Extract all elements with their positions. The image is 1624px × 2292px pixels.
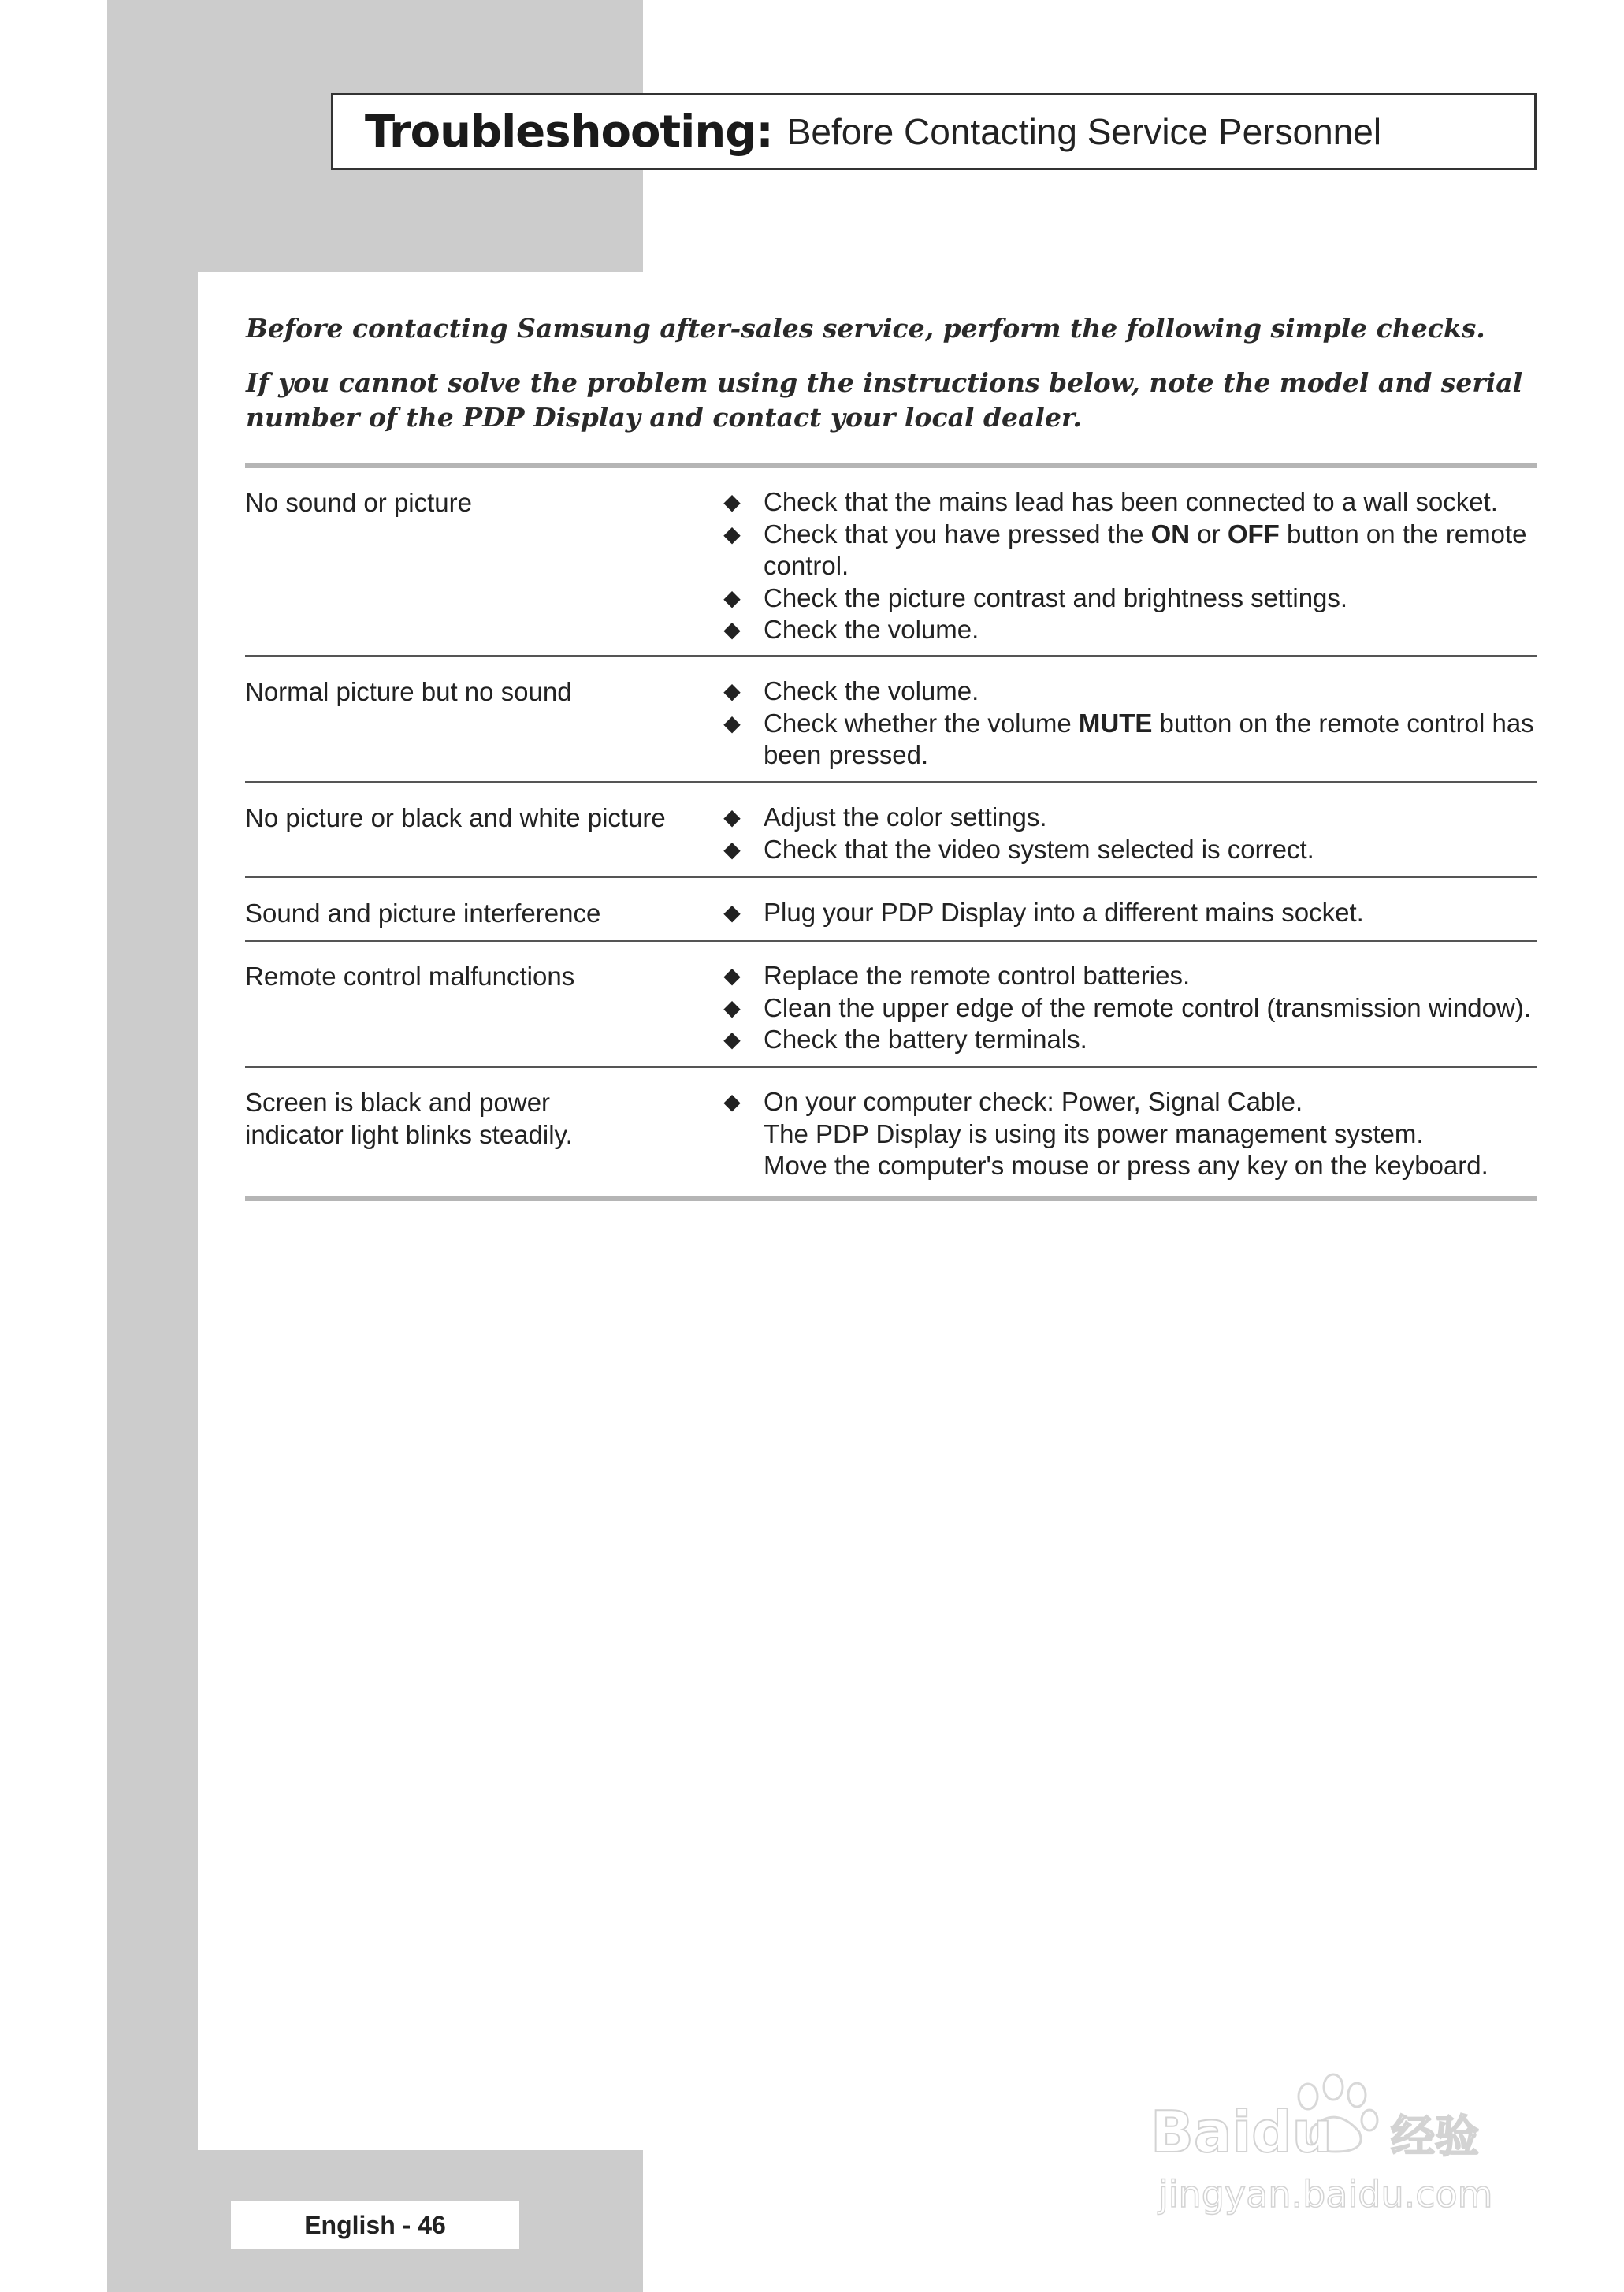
watermark-cn: 经验 <box>1391 2112 1479 2163</box>
problem-label: Sound and picture interference <box>245 899 601 928</box>
check-list <box>716 802 1540 865</box>
problem-label: No sound or picture <box>245 488 472 517</box>
check-item: ◆ Check that you have pressed the ON or OFF button on the remote control. <box>716 519 1540 582</box>
check-list <box>716 960 1540 1056</box>
diamond-bullet-icon: ◆ <box>723 710 741 735</box>
diamond-bullet-icon: ◆ <box>723 521 741 546</box>
check-item: ◆ On your computer check: Power, Signal Cable. <box>716 1086 1540 1118</box>
diamond-bullet-icon: ◆ <box>723 805 741 829</box>
row-divider <box>245 940 1537 942</box>
row-divider <box>245 781 1537 783</box>
table-bottom-rule <box>245 1196 1537 1201</box>
table-top-rule <box>245 463 1537 468</box>
diamond-bullet-icon: ◆ <box>723 900 741 925</box>
diamond-bullet-icon: ◆ <box>723 963 741 988</box>
check-continuation: The PDP Display is using its power management system. <box>764 1118 1424 1148</box>
page-title-box <box>331 93 1537 170</box>
check-item: ◆ Plug your PDP Display into a different mains socket. <box>716 897 1540 929</box>
diamond-bullet-icon: ◆ <box>723 1089 741 1114</box>
watermark-url: jingyan.baidu.com <box>1158 2173 1493 2216</box>
check-item: ◆ Clean the upper edge of the remote control (transmission window). <box>716 992 1540 1025</box>
check-item: ◆ Check the picture contrast and brightness settings. <box>716 582 1540 615</box>
check-item: ◆ Check that the video system selected is correct. <box>716 834 1540 866</box>
diamond-bullet-icon: ◆ <box>723 617 741 642</box>
check-item: ◆ Check the volume. <box>716 675 1540 708</box>
check-continuation: Move the computer's mouse or press any key on the keyboard. <box>764 1151 1488 1180</box>
row-divider <box>245 1066 1537 1068</box>
check-item: ◆ Check whether the volume MUTE button on the remote control has been pressed. <box>716 708 1540 772</box>
page-title-subtitle: Before Contacting Service Personnel <box>786 111 1382 152</box>
check-item: ◆ Adjust the color settings. <box>716 802 1540 834</box>
check-item: ◆ Check the volume. <box>716 614 1540 646</box>
baidu-watermark-logo <box>1150 2049 1521 2238</box>
page-number-label: English - 46 <box>231 2201 519 2249</box>
diamond-bullet-icon: ◆ <box>723 1027 741 1051</box>
problem-label: Normal picture but no sound <box>245 677 572 706</box>
check-list <box>716 675 1540 772</box>
diamond-bullet-icon: ◆ <box>723 585 741 610</box>
diamond-bullet-icon: ◆ <box>723 995 741 1020</box>
row-divider <box>245 876 1537 878</box>
watermark-brand: Baidu <box>1150 2099 1332 2165</box>
check-item: ◆ Replace the remote control batteries. <box>716 960 1540 992</box>
check-list <box>716 486 1540 646</box>
diamond-bullet-icon: ◆ <box>723 679 741 703</box>
row-divider <box>245 655 1537 657</box>
problem-label: Remote control malfunctions <box>245 962 575 991</box>
check-list <box>716 1086 1540 1182</box>
check-item: ◆ Check that the mains lead has been connected to a wall socket. <box>716 486 1540 519</box>
problem-label-line: indicator light blinks steadily. <box>245 1120 573 1149</box>
page-title-bold: Troubleshooting: <box>365 106 773 158</box>
intro-line-2: If you cannot solve the problem using the instructions below, note the model and serial number of the PDP Display and contact your local dealer. <box>246 367 1523 433</box>
intro-line-1: Before contacting Samsung after-sales service, perform the following simple checks. <box>246 313 1485 344</box>
diamond-bullet-icon: ◆ <box>723 836 741 861</box>
diamond-bullet-icon: ◆ <box>723 489 741 514</box>
check-item: ◆ Check the battery terminals. <box>716 1024 1540 1056</box>
problem-label <box>245 1086 702 1151</box>
problem-label: No picture or black and white picture <box>245 803 666 832</box>
problem-label-line: Screen is black and power <box>245 1088 551 1117</box>
check-list <box>716 897 1540 929</box>
